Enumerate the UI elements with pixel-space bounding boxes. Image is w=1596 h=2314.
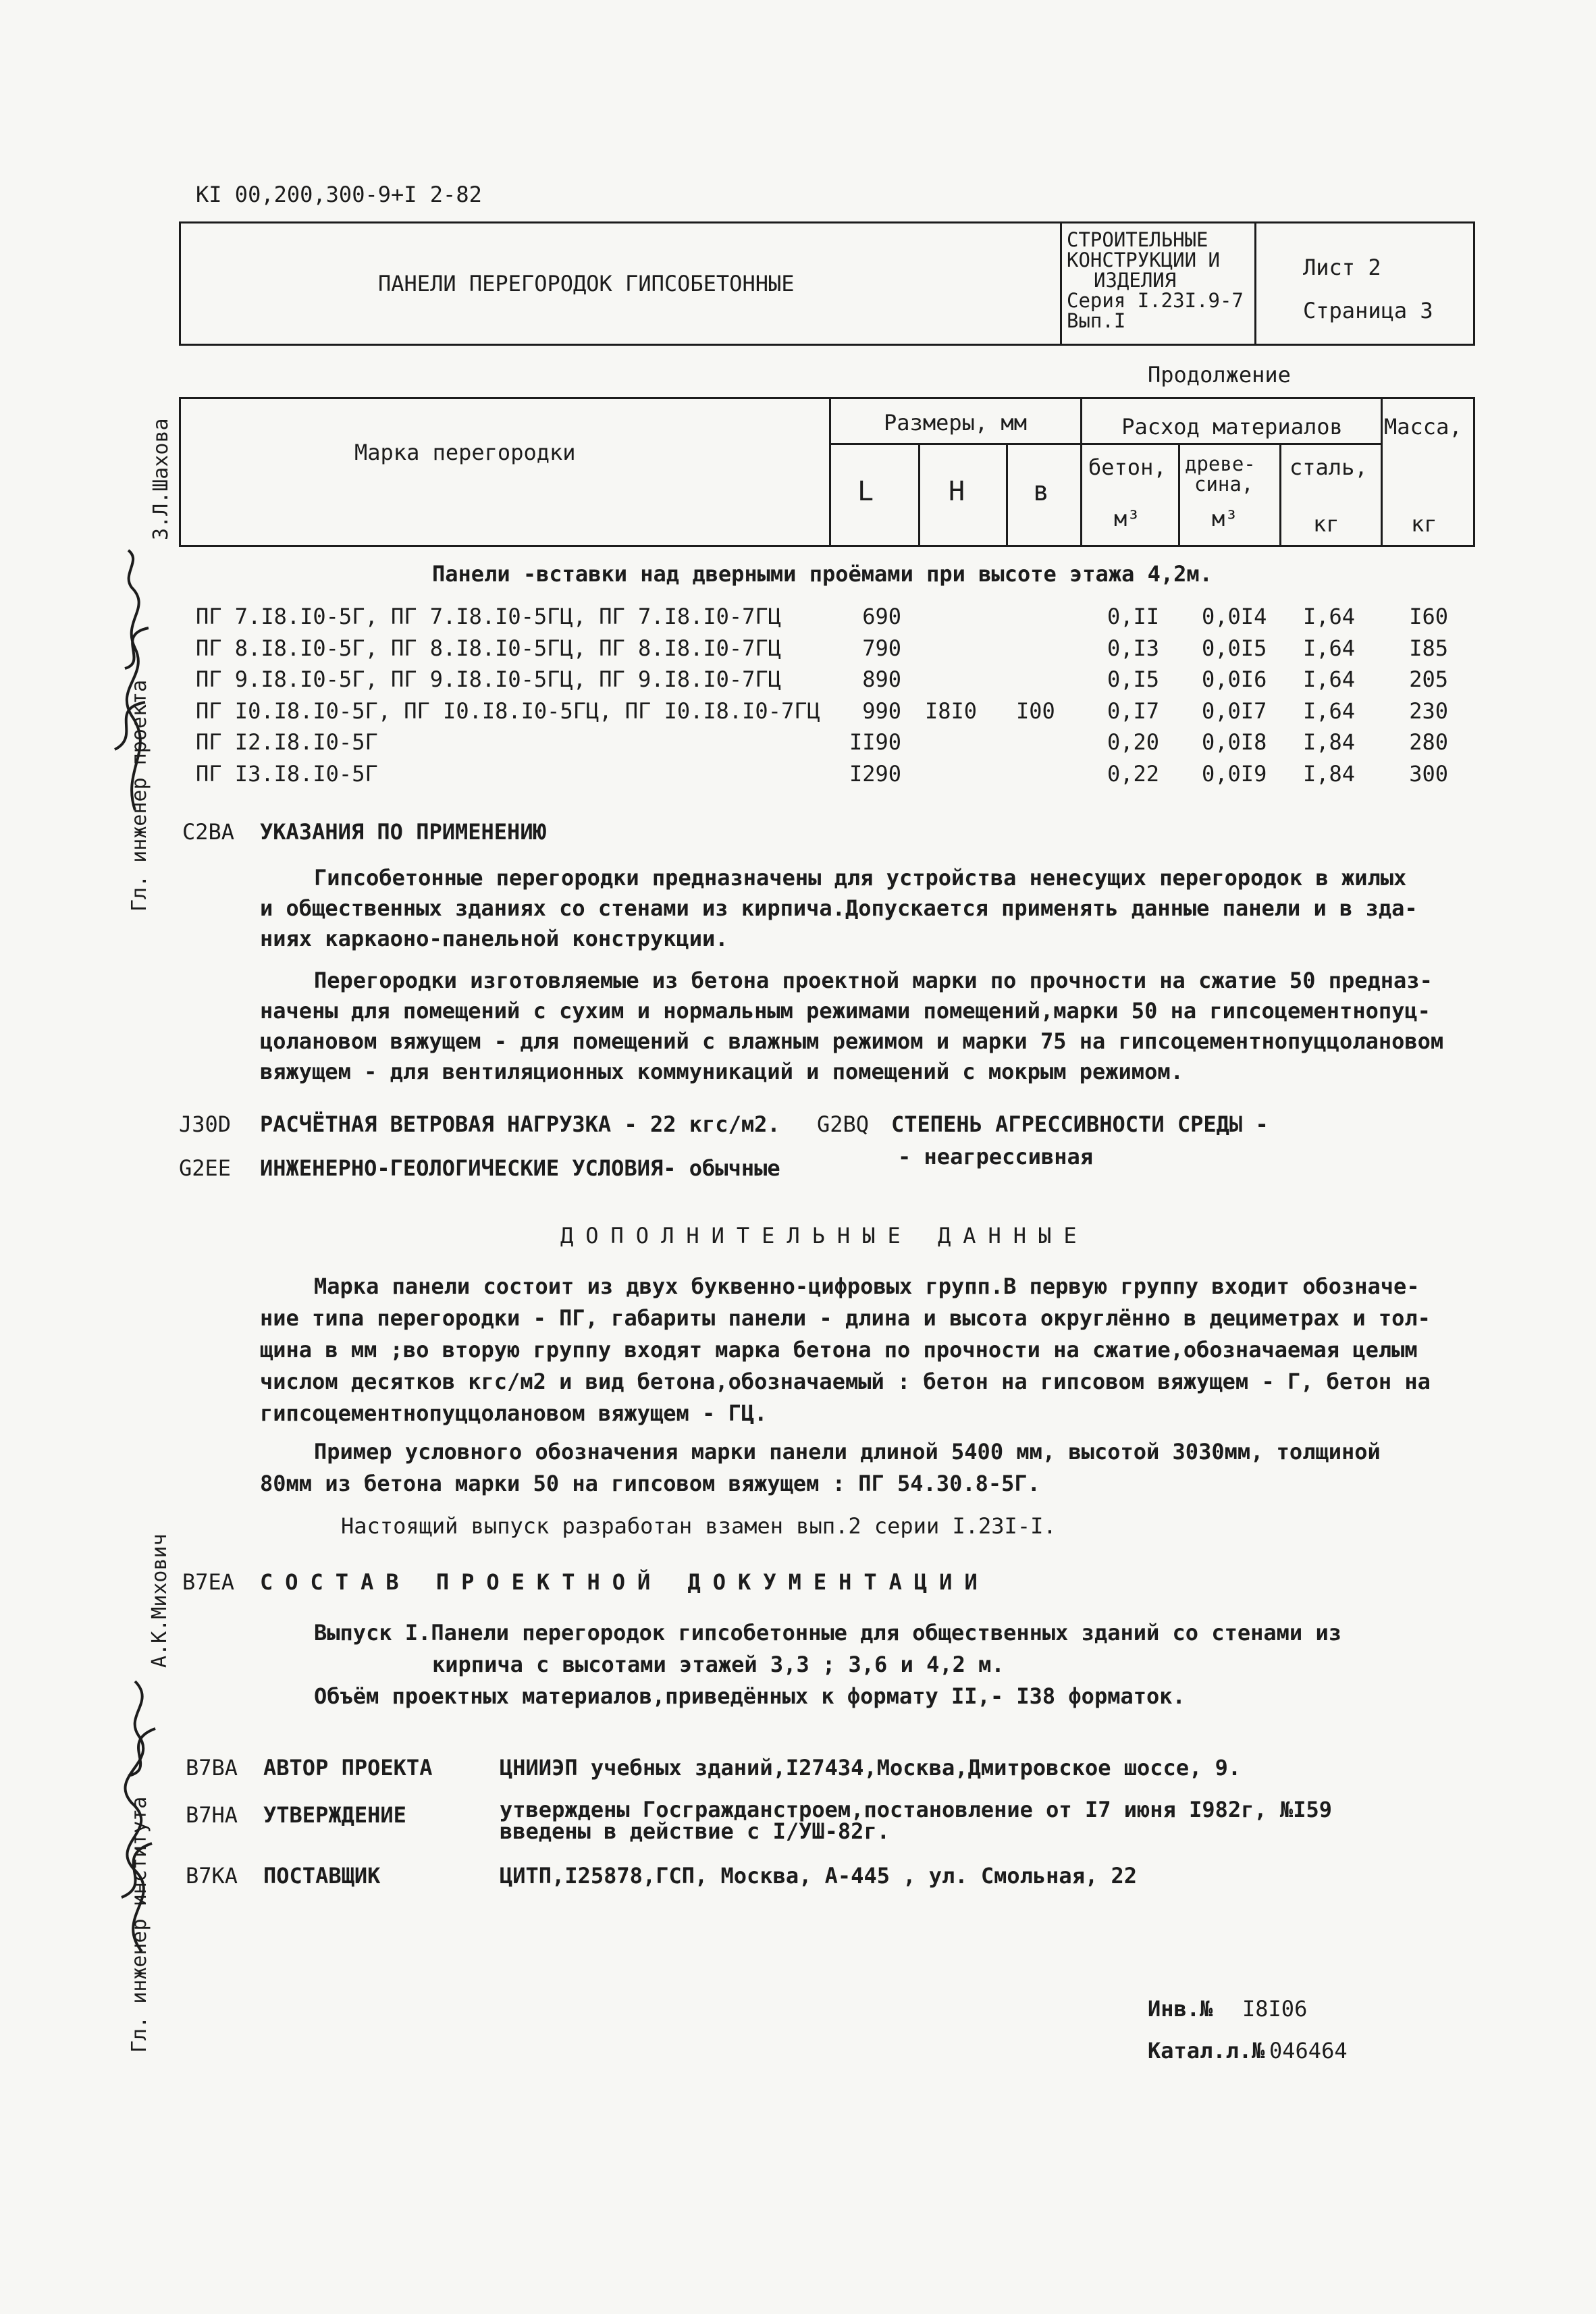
page-number: Страница 3 <box>1303 298 1433 323</box>
col-wood-header: древе- сина, <box>1185 452 1256 496</box>
docs-line-2: кирпича с высотами этажей 3,3 ; 3,6 и 4,2 м. <box>432 1652 1005 1677</box>
usage-p2-l3: цолановом вяжущем - для помещений с влажным режимом и марки 75 на гипсоцементнопуццолановом <box>260 1028 1444 1054</box>
extra-p1-l4: числом десятков кгс/м2 и вид бетона,обозначаемый : бетон на гипсовом вяжущем - Г, бетон на <box>260 1369 1431 1394</box>
extra-p2-l1: Пример условного обозначения марки панели длиной 5400 мм, высотой 3030мм, толщиной <box>314 1439 1381 1465</box>
aggressiveness-value: - неагрессивная <box>898 1144 1093 1169</box>
docs-line-1: Выпуск I.Панели перегородок гипсобетонные для общественных зданий со стенами из <box>314 1620 1341 1646</box>
margin-top-role: Гл. инженер проекта <box>128 679 151 912</box>
usage-code: С2ВА <box>182 819 235 845</box>
extra-p2-l2: 80мм из бетона марки 50 на гипсовом вяжущем : ПГ 54.30.8-5Г. <box>260 1471 1040 1496</box>
col-beton-unit: м³ <box>1114 506 1140 531</box>
extra-p1-l1: Марка панели состоит из двух буквенно-цифровых групп.В первую группу входит обозначе- <box>314 1273 1420 1299</box>
usage-title: УКАЗАНИЯ ПО ПРИМЕНЕНИЮ <box>260 819 546 845</box>
inventory-number: I8I06 <box>1242 1996 1308 2022</box>
geo-code: G2EE <box>179 1155 232 1181</box>
docs-code: В7ЕА <box>182 1569 235 1595</box>
usage-p2-l1: Перегородки изготовляемые из бетона проектной марки по прочности на сжатие 50 предназ- <box>314 968 1433 993</box>
catalog-label: Катал.л.№ <box>1148 2038 1265 2063</box>
col-mark-header: Марка перегородки <box>354 440 576 465</box>
margin-bottom-name: А.К.Михович <box>148 1533 171 1668</box>
extra-p1-l2: ние типа перегородки - ПГ, габариты панели - длина и высота округлённо в дециметрах и тол- <box>260 1305 1431 1331</box>
catalog-number: 046464 <box>1269 2038 1348 2063</box>
title-block <box>179 221 1475 346</box>
col-steel-header: сталь, <box>1289 454 1368 480</box>
extra-p3: Настоящий выпуск разработан взамен вып.2 серии I.23I-I. <box>341 1513 1057 1539</box>
col-beton-header: бетон, <box>1088 454 1167 480</box>
wind-code: J30D <box>179 1111 232 1137</box>
col-wood-unit: м³ <box>1212 506 1238 531</box>
margin-top-name: З.Л.Шахова <box>149 418 173 540</box>
signature-bottom <box>95 1675 176 1958</box>
docs-line-3: Объём проектных материалов,приведённых к формату II,- I38 форматок. <box>314 1683 1186 1709</box>
margin-bottom-role: Гл. инженер института <box>128 1796 151 2053</box>
col-sizes-header: Размеры, мм <box>884 410 1027 436</box>
extra-p1-l5: гипсоцементнопуццолановом вяжущем - ГЦ. <box>260 1400 768 1426</box>
geo-conditions: ИНЖЕНЕРНО-ГЕОЛОГИЧЕСКИЕ УСЛОВИЯ- обычные <box>260 1155 780 1181</box>
extra-title: ДОПОЛНИТЕЛЬНЫЕ ДАННЫЕ <box>560 1223 1089 1248</box>
inventory-label: Инв.№ <box>1148 1996 1213 2022</box>
wind-load: РАСЧЁТНАЯ ВЕТРОВАЯ НАГРУЗКА - 22 кгс/м2. <box>260 1111 780 1137</box>
usage-p1-l3: ниях каркаоно-панельной конструкции. <box>260 926 728 951</box>
series-block: СТРОИТЕЛЬНЫЕ КОНСТРУКЦИИ И ИЗДЕЛИЯ Серия I.23I.9-7 Вып.I <box>1067 228 1244 332</box>
document-title: ПАНЕЛИ ПЕРЕГОРОДОК ГИПСОБЕТОННЫЕ <box>378 271 795 296</box>
col-H-header: H <box>949 476 965 507</box>
usage-p2-l4: вяжущем - для вентиляционных коммуникаций и помещений с мокрым режимом. <box>260 1059 1183 1084</box>
extra-p1-l3: щина в мм ;во вторую группу входят марка бетона по прочности на сжатие,обозначаемая целым <box>260 1337 1418 1363</box>
table-section-title: Панели -вставки над дверными проёмами при высоте этажа 4,2м. <box>432 561 1213 587</box>
document-code: КI 00,200,300-9+I 2-82 <box>196 182 482 207</box>
col-L-header: L <box>857 476 874 507</box>
col-mass-header: Масса, <box>1384 414 1462 440</box>
usage-p1-l2: и общественных зданиях со стенами из кирпича.Допускается применять данные панели и в зда- <box>260 895 1418 921</box>
col-B-header: в <box>1033 476 1050 507</box>
sheet-number: Лист 2 <box>1303 255 1381 280</box>
docs-title: СОСТАВ ПРОЕКТНОЙ ДОКУМЕНТАЦИИ <box>260 1569 990 1595</box>
signature-top <box>95 547 169 817</box>
col-steel-unit: кг <box>1313 511 1339 537</box>
aggressiveness: СТЕПЕНЬ АГРЕССИВНОСТИ СРЕДЫ - <box>891 1111 1269 1137</box>
aggressiveness-code: G2BQ <box>817 1111 870 1137</box>
continuation-label: Продолжение <box>1148 362 1291 388</box>
usage-p2-l2: начены для помещений с сухим и нормальным режимами помещений,марки 50 на гипсоцементнопуц- <box>260 998 1431 1024</box>
usage-p1-l1: Гипсобетонные перегородки предназначены для устройства ненесущих перегородок в жилых <box>314 865 1407 891</box>
col-materials-header: Расход материалов <box>1121 414 1343 440</box>
col-mass-unit: кг <box>1411 511 1437 537</box>
